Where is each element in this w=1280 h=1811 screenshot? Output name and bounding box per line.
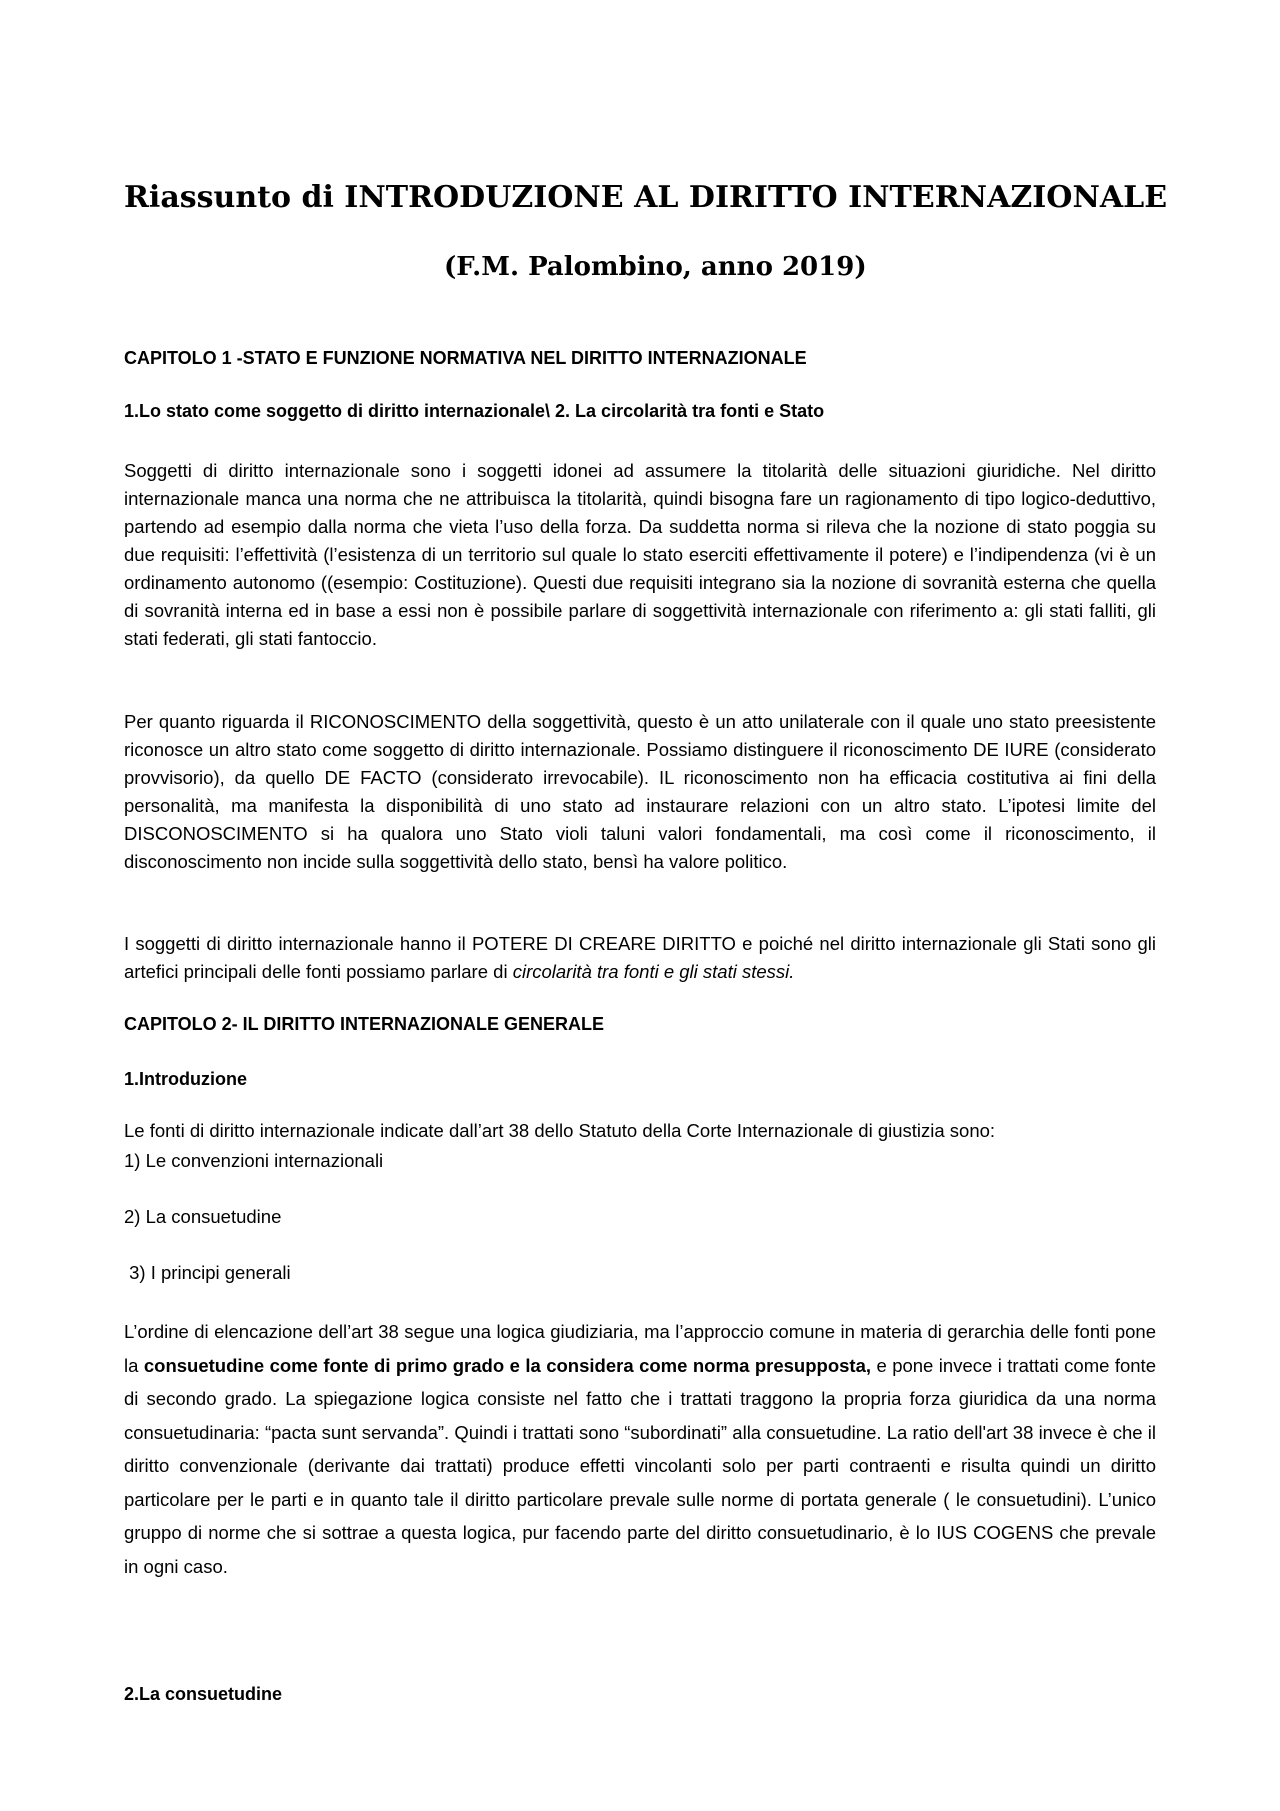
chapter-1-heading: CAPITOLO 1 -STATO E FUNZIONE NORMATIVA NEL DIRITTO INTERNAZIONALE [124, 348, 807, 368]
document-subtitle: (F.M. Palombino, anno 2019) [444, 252, 867, 282]
document-title: Riassunto di INTRODUZIONE AL DIRITTO INTERNAZIONALE [124, 180, 1168, 215]
list-item: 1) Le convenzioni internazionali [124, 1150, 384, 1171]
list-item: 3) I principi generali [124, 1262, 291, 1283]
chapter-2-section-2-heading: 2.La consuetudine [124, 1684, 283, 1704]
chapter-1-paragraph-3-text: I soggetti di diritto internazionale hanno il POTERE DI CREARE DIRITTO e poiché nel diritto internazionale gli Stati sono gli artefici principali delle fonti possiamo parlare di [124, 933, 1156, 982]
chapter-2-paragraph-text-end: e pone invece i trattati come fonte di secondo grado. La spiegazione logica consiste nel fatto che i trattati traggono la propria forza giuridica da una norma consuetudinaria: “pacta sunt servanda”. Quindi i trattati sono “subordinati” alla consuetudine. La ratio dell'art 38 invece è che il diritto convenzionale (derivante dai trattati) produce effetti vincolanti solo per parti contraenti e risulta quindi un diritto particolare per le parti e in quanto tale il diritto particolare prevale sulle norme di portata generale ( le consuetudini). L’unico gruppo di norme che si sottrae a questa logica, pur facendo parte del diritto consuetudinario, è lo IUS COGENS che prevale in ogni caso. [124, 1354, 1156, 1577]
chapter-2-paragraph-bold: consuetudine come fonte di primo grado e la considera come norma presupposta, [143, 1354, 871, 1376]
chapter-2-heading: CAPITOLO 2- IL DIRITTO INTERNAZIONALE GENERALE [124, 1014, 605, 1034]
chapter-2-section-1-heading: 1.Introduzione [124, 1069, 247, 1089]
chapter-1-paragraph-2: Per quanto riguarda il RICONOSCIMENTO della soggettività, questo è un atto unilaterale con il quale uno stato preesistente riconosce un altro stato come soggetto di diritto internazionale. Possiamo distinguere il riconoscimento DE IURE (considerato provvisorio), da quello DE FACTO (considerato irrevocabile). IL riconoscimento non ha efficacia costitutiva ai fini della personalità, ma manifesta la disponibilità di uno stato ad instaurare relazioni con un altro stato. L’ipotesi limite del DISCONOSCIMENTO si ha qualora uno Stato violi taluni valori fondamentali, ma così come il riconoscimento, il disconoscimento non incide sulla soggettività dello stato, bensì ha valore politico. [124, 711, 1156, 872]
chapter-2-paragraph [124, 1315, 1156, 1583]
chapter-2-intro: Le fonti di diritto internazionale indicate dall’art 38 dello Statuto della Corte Internazionale di giustizia sono: [124, 1120, 996, 1141]
list-item: 2) La consuetudine [124, 1206, 282, 1227]
chapter-1-paragraph-3 [124, 930, 1156, 986]
chapter-1-paragraph-1: Soggetti di diritto internazionale sono i soggetti idonei ad assumere la titolarità delle situazioni giuridiche. Nel diritto internazionale manca una norma che ne attribuisca la titolarità, quindi bisogna fare un ragionamento di tipo logico-deduttivo, partendo ad esempio dalla norma che vieta l’uso della forza. Da suddetta norma si rileva che la nozione di stato poggia su due requisiti: l’effettività (l’esistenza di un territorio sul quale lo stato eserciti effettivamente il potere) e l’indipendenza (vi è un ordinamento autonomo ((esempio: Costituzione). Questi due requisiti integrano sia la nozione di sovranità esterna che quella di sovranità interna ed in base a essi non è possibile parlare di soggettività internazionale con riferimento a: gli stati falliti, gli stati federati, gli stati fantoccio. [124, 460, 1156, 649]
chapter-1-section-heading: 1.Lo stato come soggetto di diritto internazionale\ 2. La circolarità tra fonti e Stato [124, 401, 825, 421]
chapter-2-paragraph-text-start: L’ordine di elencazione dell’art 38 segue una logica giudiziaria, ma l’approccio comune in materia di gerarchia delle fonti pone la [124, 1321, 1156, 1376]
chapter-1-paragraph-3-italic: circolarità tra fonti e gli stati stessi. [512, 961, 795, 982]
